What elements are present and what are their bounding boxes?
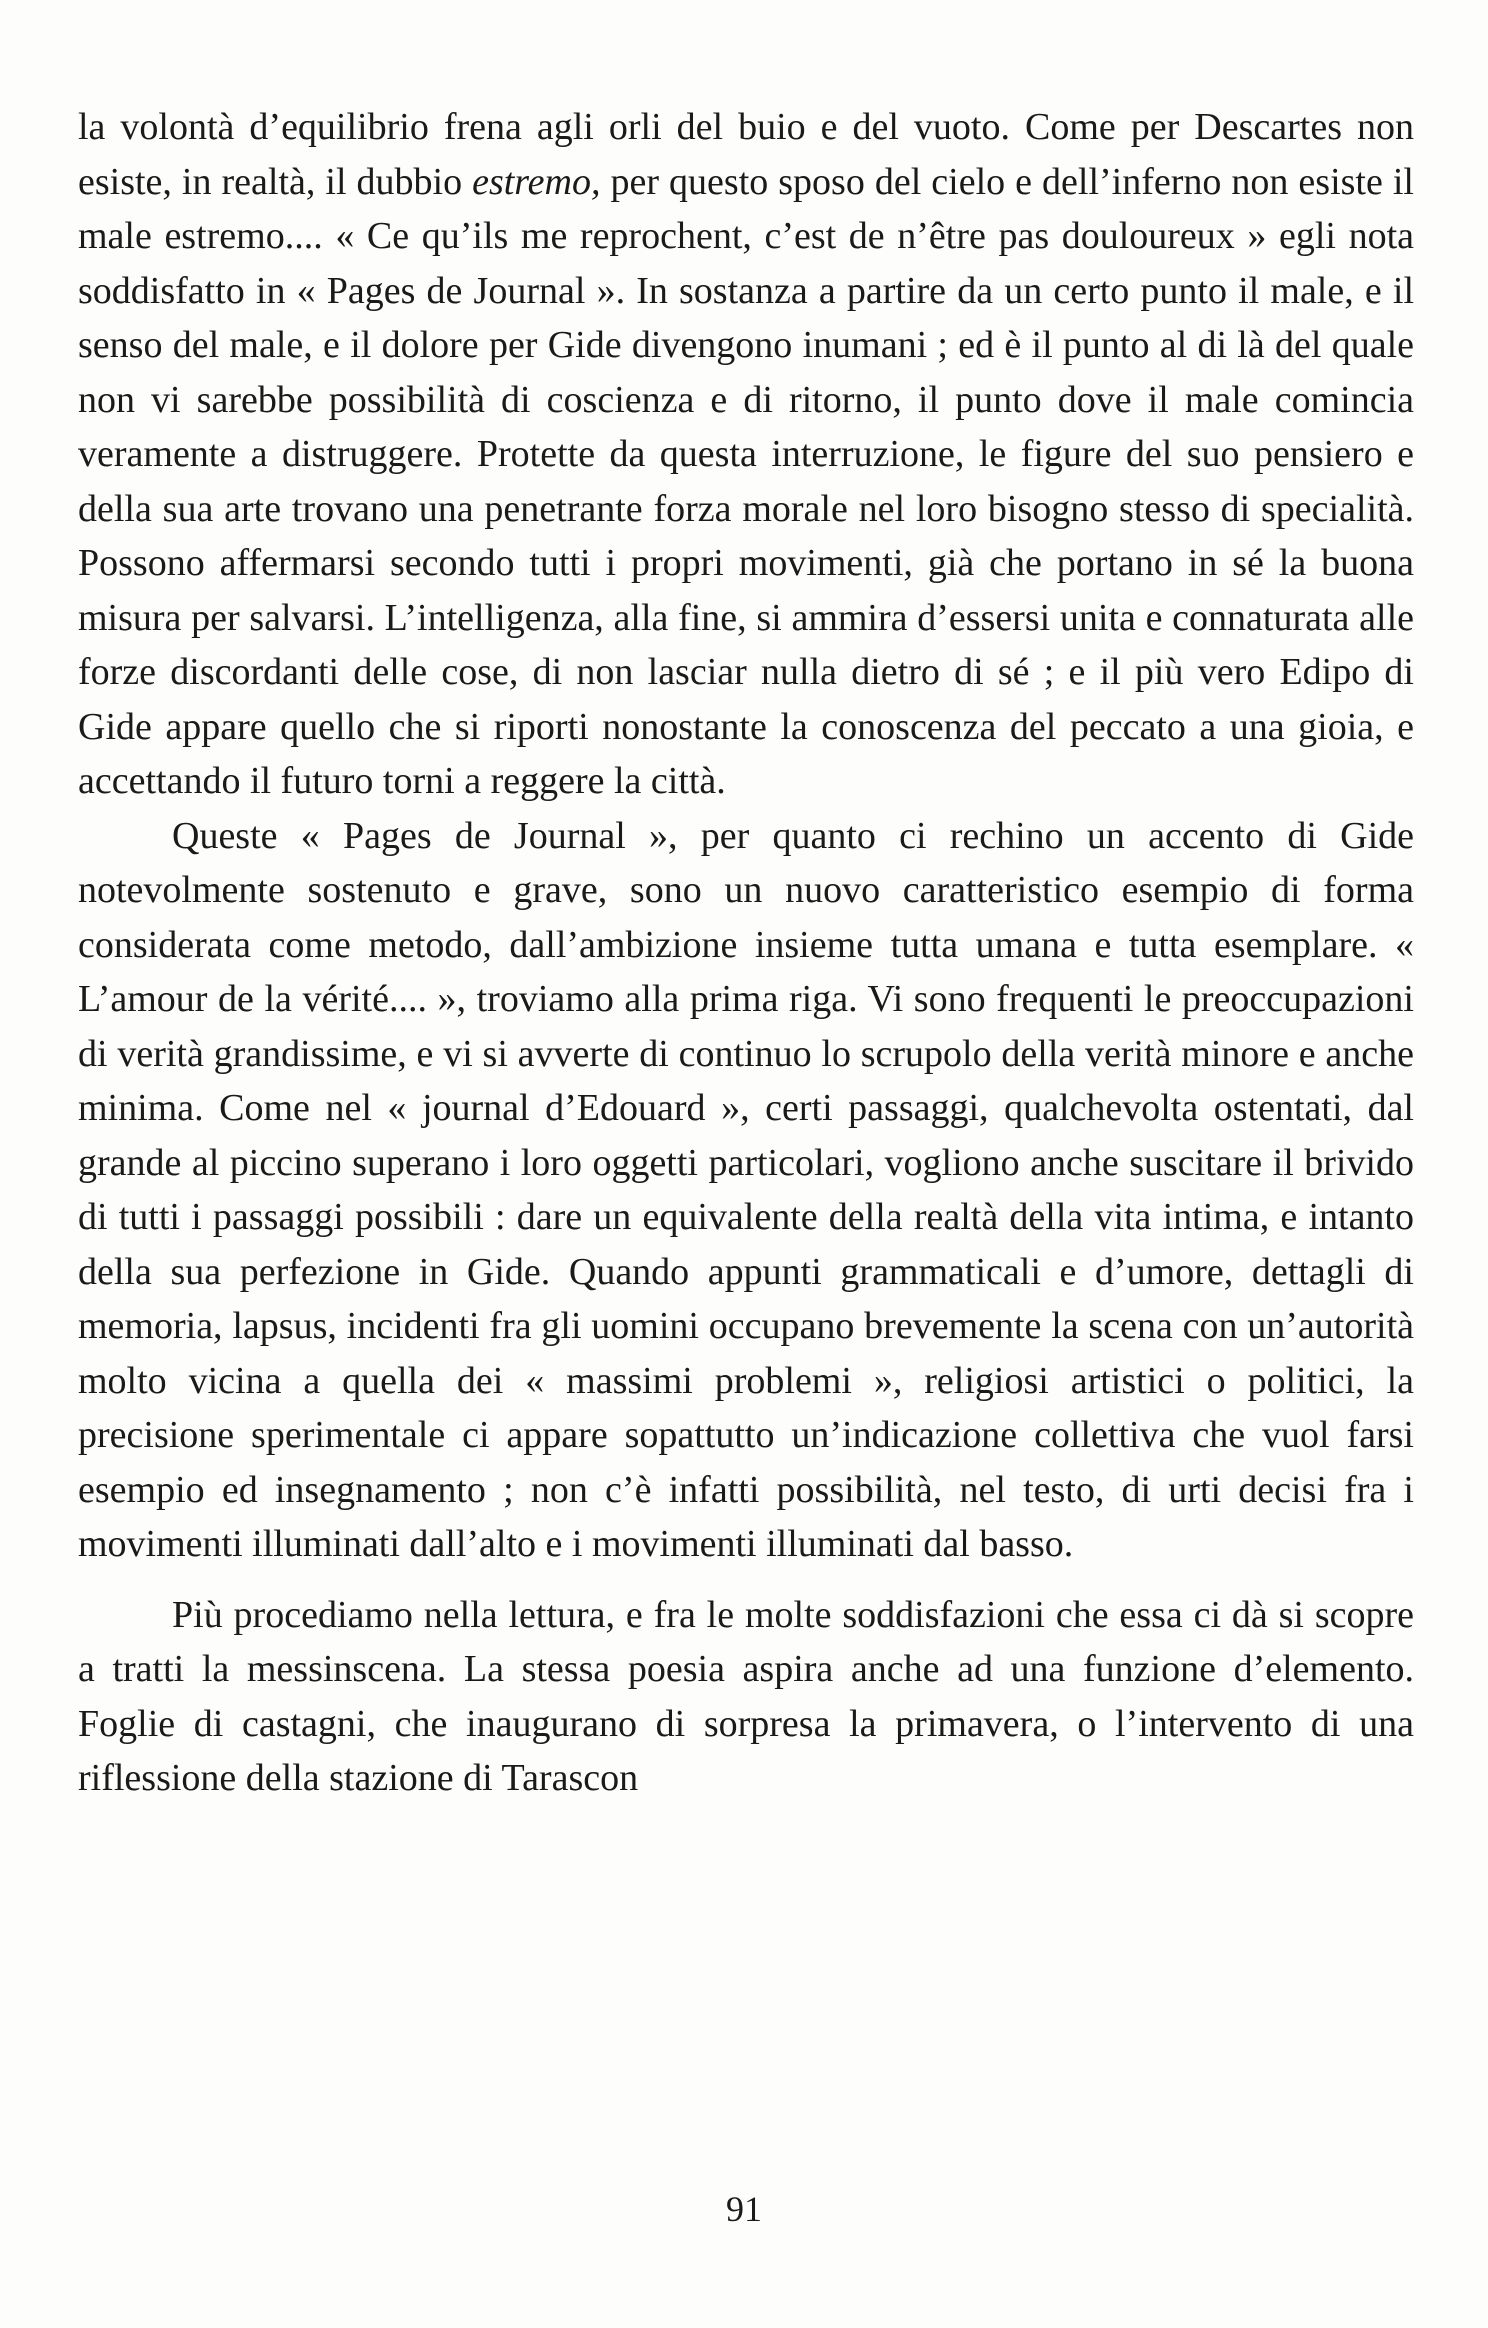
body-text (78, 100, 1414, 1806)
page-number: 91 (726, 2189, 762, 2229)
paragraph-1-text-a: la volontà d’equilibrio frena agli orli del buio e del vuoto. Come per Descartes non esiste, in realtà, il dubbio (78, 106, 1414, 203)
paragraph-3 (78, 1588, 1414, 1806)
paragraph-3-text: Più procediamo nella lettura, e fra le molte soddisfazioni che essa ci dà si scopre a tratti la messinscena. La stessa poesia aspira anche ad una funzione d’elemento. Foglie di castagni, che inaugurano di sorpresa la primavera, o l’intervento di una riflessione della stazione di Tarascon (78, 1593, 1414, 1799)
paragraph-1 (78, 100, 1414, 809)
paragraph-1-italic-estremo: estremo, (472, 160, 601, 203)
paragraph-2-text: Queste « Pages de Journal », per quanto ci rechino un accento di Gide notevolmente sostenuto e grave, sono un nuovo caratteristico esempio di forma considerata come metodo, dall’ambizione insieme tutta umana e tutta esemplare. « L’amour de la vérité.... », troviamo alla prima riga. Vi sono frequenti le preoccupazioni di verità grandissime, e vi si avverte di continuo lo scrupolo della verità minore e anche minima. Come nel « journal d’Edouard », certi passaggi, qualchevolta ostentati, dal grande al piccino superano i loro oggetti particolari, vogliono anche suscitare il brivido di tutti i passaggi possibili : dare un equivalente della realtà della vita intima, e intanto della sua perfezione in Gide. Quando appunti grammaticali e d’umore, dettagli di memoria, lapsus, incidenti fra gli uomini occupano brevemente la scena con un’autorità molto vicina a quella dei « massimi problemi », religiosi artistici o politici, la precisione sperimentale ci appare sopattutto un’indicazione collettiva che vuol farsi esempio ed insegnamento ; non c’è infatti possibilità, nel testo, di urti decisi fra i movimenti illuminati dall’alto e i movimenti illuminati dal basso. (78, 814, 1414, 1565)
paragraph-2 (78, 809, 1414, 1572)
paragraph-1-text-b: per questo sposo del cielo e dell’inferno non esiste il male estremo.... « Ce qu’ils me reprochent, c’est de n’être pas douloureux » egli nota soddisfatto in « Pages de Journal ». In sostanza a partire da un certo punto il male, e il senso del male, e il dolore per Gide divengono inumani ; ed è il punto al di là del quale non vi sarebbe possibilità di coscienza e di ritorno, il punto dove il male comincia veramente a distruggere. Protette da questa interruzione, le figure del suo pensiero e della sua arte trovano una penetrante forza morale nel loro bisogno stesso di specialità. Possono affermarsi secondo tutti i propri movimenti, già che portano in sé la buona misura per salvarsi. L’intelligenza, alla fine, si ammira d’essersi unita e connaturata alle forze discordanti delle cose, di non lasciar nulla dietro di sé ; e il più vero Edipo di Gide appare quello che si riporti nonostante la conoscenza del peccato a una gioia, e accettando il futuro torni a reggere la città. (78, 160, 1414, 802)
